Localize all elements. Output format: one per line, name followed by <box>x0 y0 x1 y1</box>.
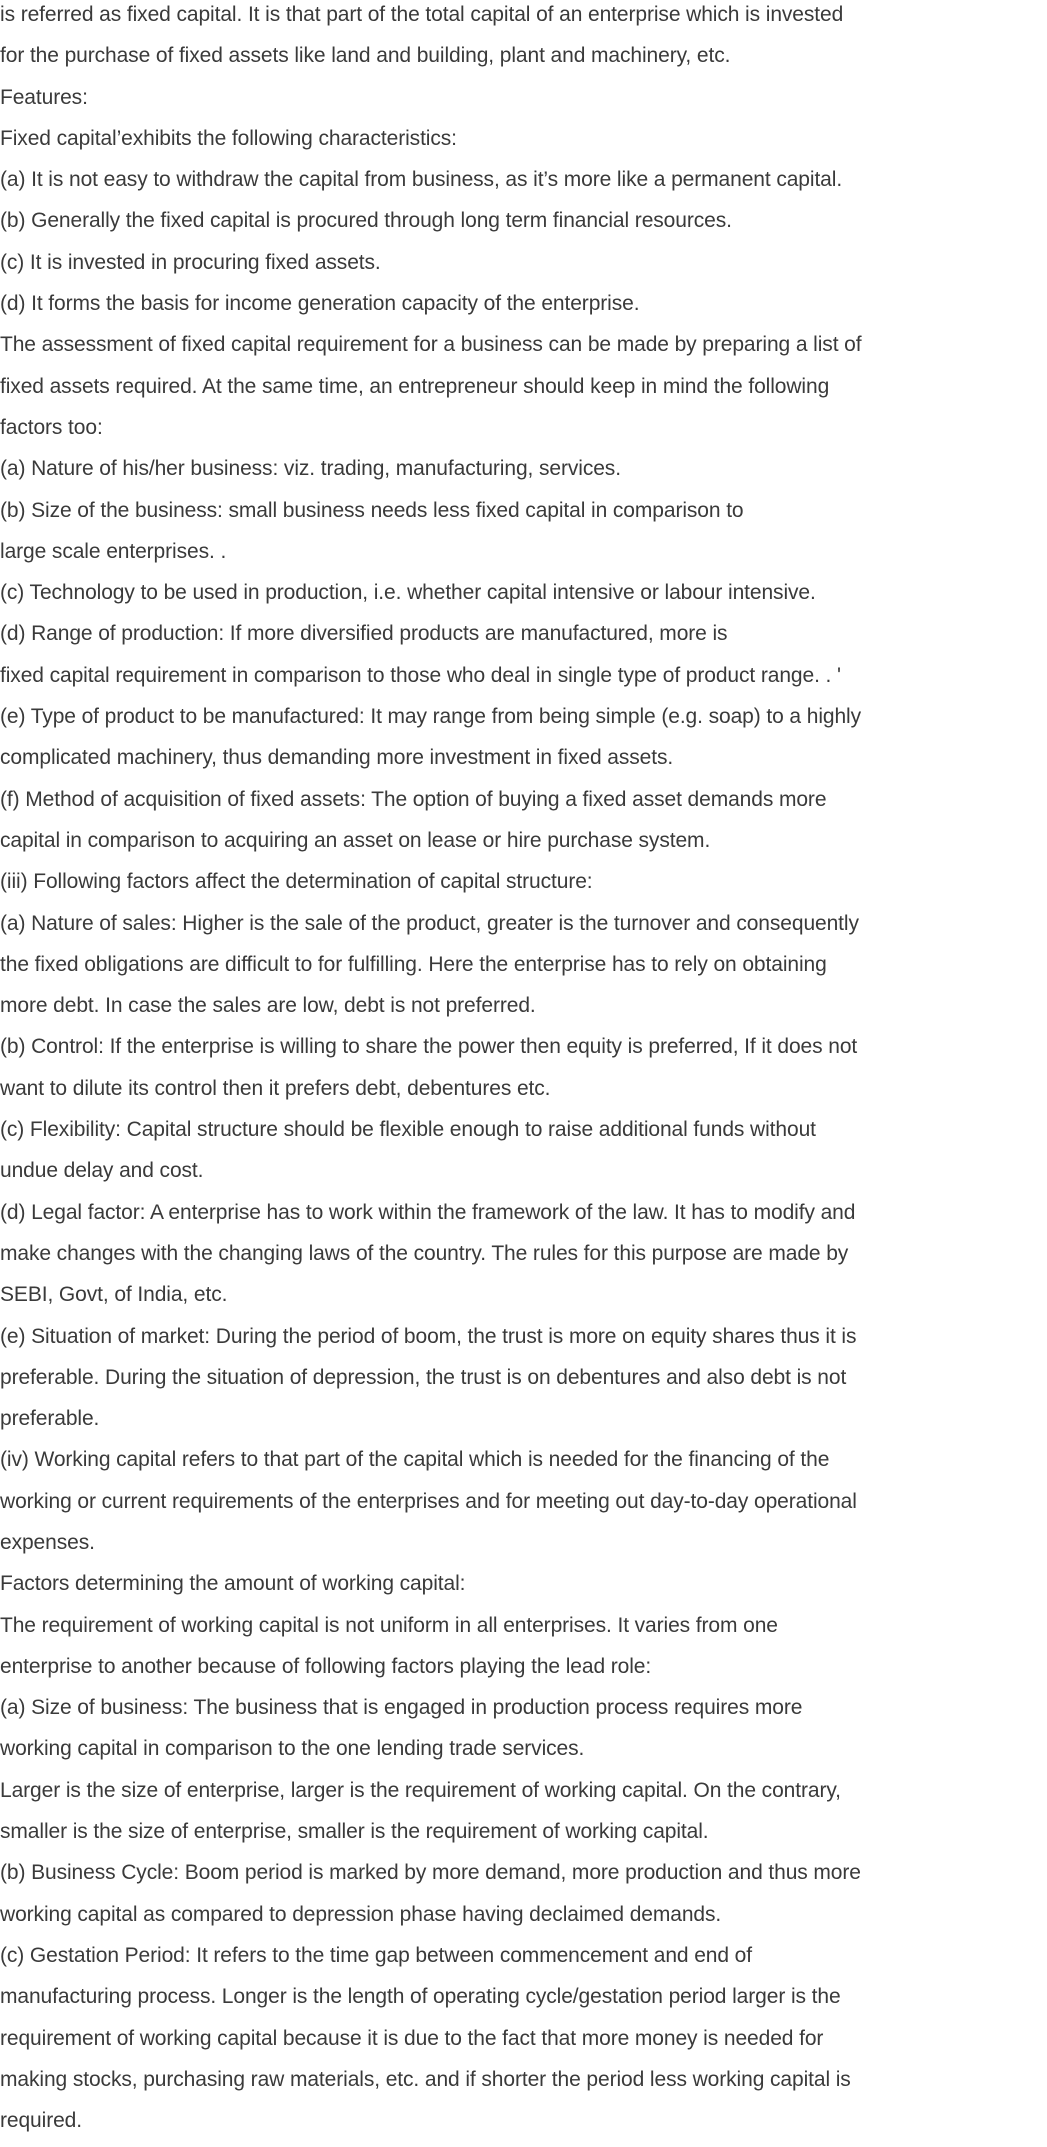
text-line: (c) It is invested in procuring fixed assets. <box>0 250 381 274</box>
text-line: preferable. During the situation of depression, the trust is on debentures and also debt is not <box>0 1365 847 1389</box>
text-line: Factors determining the amount of working capital: <box>0 1572 466 1596</box>
text-line: factors too: <box>0 415 103 439</box>
text-line: Larger is the size of enterprise, larger is the requirement of working capital. On the contrary, <box>0 1778 841 1802</box>
text-line: (a) Nature of his/her business: viz. trading, manufacturing, services. <box>0 457 621 481</box>
text-line: Features: <box>0 85 88 109</box>
text-line: (a) Nature of sales: Higher is the sale of the product, greater is the turnover and consequently <box>0 911 859 935</box>
text-line: fixed assets required. At the same time, an entrepreneur should keep in mind the following <box>0 374 830 398</box>
text-line: required. <box>0 2109 82 2133</box>
text-line: Fixed capital’exhibits the following characteristics: <box>0 126 457 150</box>
text-line: capital in comparison to acquiring an asset on lease or hire purchase system. <box>0 828 711 852</box>
text-line: working capital as compared to depression phase having declaimed demands. <box>0 1902 722 1926</box>
text-line: making stocks, purchasing raw materials, etc. and if shorter the period less working capital is <box>0 2067 851 2091</box>
text-line: (b) Generally the fixed capital is procured through long term financial resources. <box>0 209 732 233</box>
text-line: (e) Situation of market: During the period of boom, the trust is more on equity shares thus it is <box>0 1324 857 1348</box>
text-line: fixed capital requirement in comparison to those who deal in single type of product range. . ' <box>0 663 841 687</box>
text-line: for the purchase of fixed assets like land and building, plant and machinery, etc. <box>0 44 731 68</box>
text-line: (d) Range of production: If more diversified products are manufactured, more is <box>0 622 728 646</box>
text-line: (c) Flexibility: Capital structure should be flexible enough to raise additional funds without <box>0 1118 816 1142</box>
text-line: complicated machinery, thus demanding more investment in fixed assets. <box>0 746 674 770</box>
text-line: (d) It forms the basis for income generation capacity of the enterprise. <box>0 292 640 316</box>
text-line: undue delay and cost. <box>0 1159 204 1183</box>
text-line: requirement of working capital because it is due to the fact that more money is needed for <box>0 2026 824 2050</box>
text-line: (b) Size of the business: small business needs less fixed capital in comparison to <box>0 498 744 522</box>
text-line: (iii) Following factors affect the determination of capital structure: <box>0 870 593 894</box>
text-line: (iv) Working capital refers to that part of the capital which is needed for the financing of the <box>0 1448 830 1472</box>
text-line: the fixed obligations are difficult to for fulfilling. Here the enterprise has to rely on obtaining <box>0 952 827 976</box>
text-line: preferable. <box>0 1407 100 1431</box>
text-line: SEBI, Govt, of India, etc. <box>0 1283 228 1307</box>
text-line: enterprise to another because of following factors playing the lead role: <box>0 1654 652 1678</box>
text-line: working capital in comparison to the one lending trade services. <box>0 1737 585 1761</box>
text-line: expenses. <box>0 1530 95 1554</box>
text-line: (a) It is not easy to withdraw the capital from business, as it’s more like a permanent capital. <box>0 168 843 192</box>
text-line: (e) Type of product to be manufactured: It may range from being simple (e.g. soap) to a highly <box>0 705 862 729</box>
text-line: (c) Gestation Period: It refers to the time gap between commencement and end of <box>0 1943 752 1967</box>
text-line: (c) Technology to be used in production, i.e. whether capital intensive or labour intensive. <box>0 581 816 605</box>
text-line: is referred as fixed capital. It is that part of the total capital of an enterprise which is invested <box>0 3 844 26</box>
text-line: (b) Control: If the enterprise is willing to share the power then equity is preferred, If it does not <box>0 1035 858 1059</box>
text-line: want to dilute its control then it prefers debt, debentures etc. <box>0 1076 551 1100</box>
text-line: (b) Business Cycle: Boom period is marked by more demand, more production and thus more <box>0 1861 861 1885</box>
text-line: more debt. In case the sales are low, debt is not preferred. <box>0 994 536 1018</box>
text-line: (f) Method of acquisition of fixed assets: The option of buying a fixed asset demands more <box>0 787 827 811</box>
text-line: The assessment of fixed capital requirement for a business can be made by preparing a list of <box>0 333 862 357</box>
text-line: large scale enterprises. . <box>0 539 227 563</box>
text-line: working or current requirements of the enterprises and for meeting out day-to-day operational <box>0 1489 857 1513</box>
text-line: make changes with the changing laws of the country. The rules for this purpose are made by <box>0 1241 849 1265</box>
text-line: smaller is the size of enterprise, smaller is the requirement of working capital. <box>0 1820 709 1844</box>
text-line: The requirement of working capital is not uniform in all enterprises. It varies from one <box>0 1613 778 1637</box>
text-line: (a) Size of business: The business that is engaged in production process requires more <box>0 1696 803 1720</box>
text-line: (d) Legal factor: A enterprise has to work within the framework of the law. It has to modify and <box>0 1200 856 1224</box>
text-line: manufacturing process. Longer is the length of operating cycle/gestation period larger is the <box>0 1985 841 2009</box>
